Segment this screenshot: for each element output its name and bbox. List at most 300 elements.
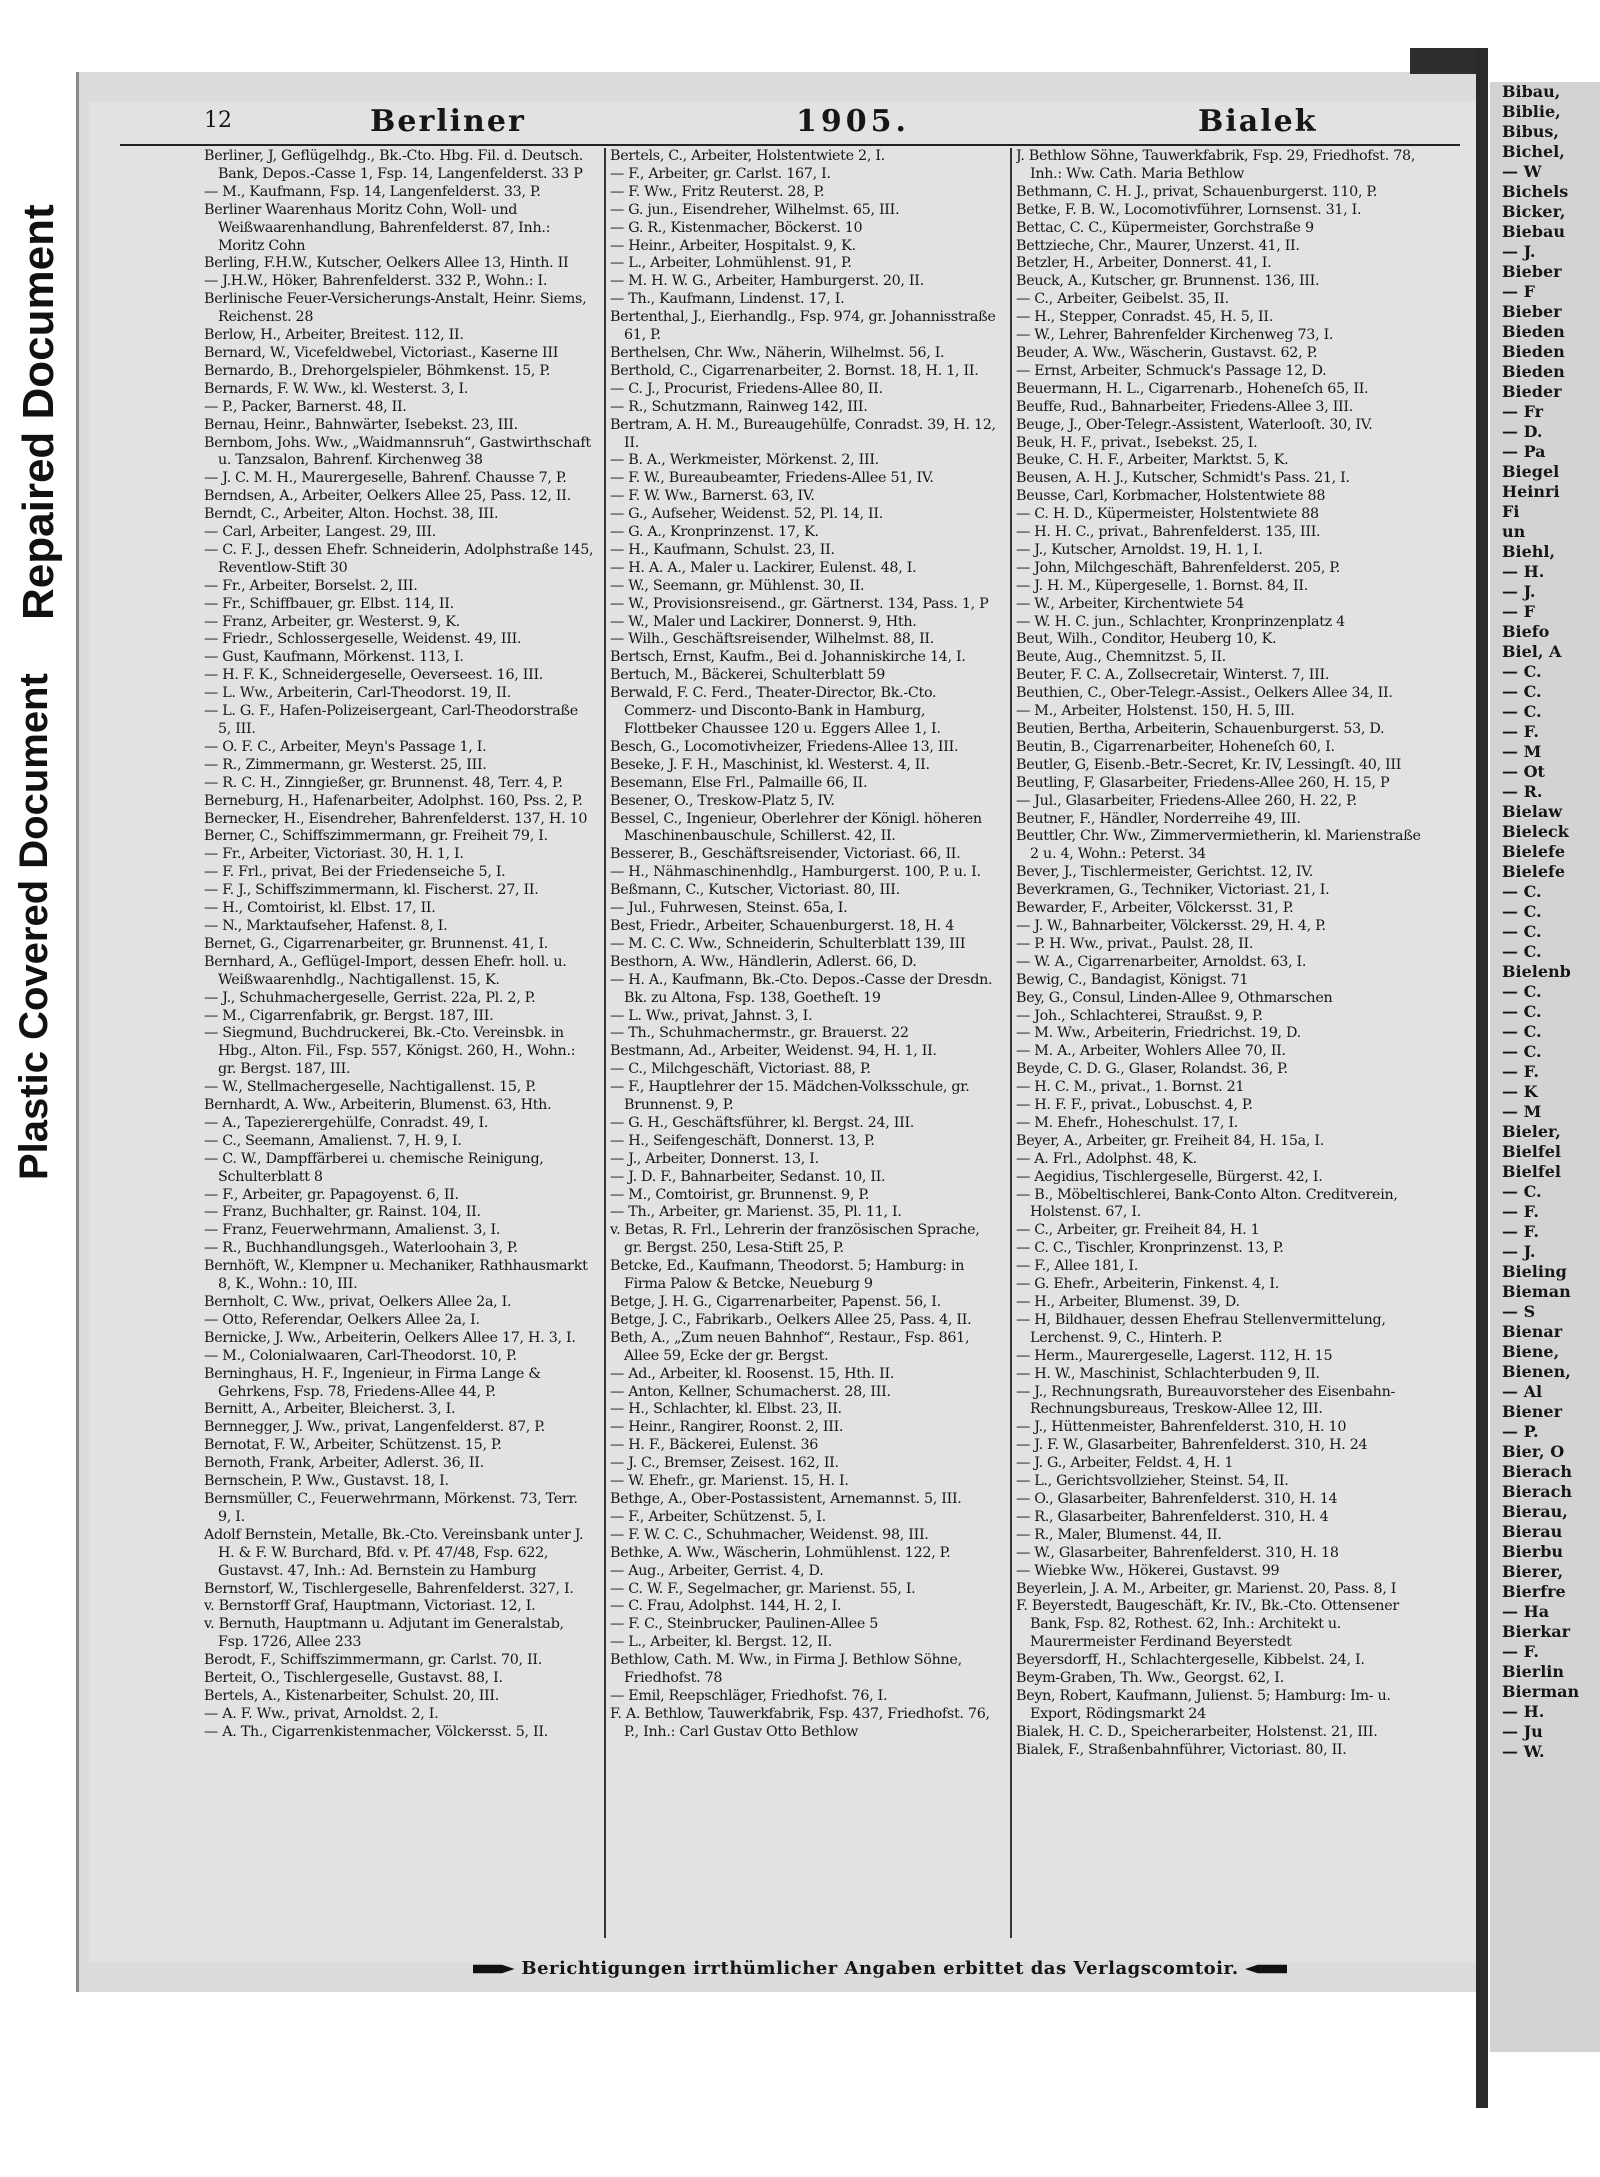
page-header bbox=[120, 104, 1460, 146]
directory-entry: Bernau, Heinr., Bahnwärter, Isebekst. 23, III. bbox=[204, 416, 518, 433]
directory-entry: Bettac, C. C., Küpermeister, Gorchstraße 9 bbox=[1016, 219, 1314, 236]
directory-entry: Bernschein, P. Ww., Gustavst. 18, I. bbox=[204, 1473, 449, 1490]
directory-entry: Berliner, J, Geflügelhdg., Bk.-Cto. Hbg. Fil. d. Deutsch. Bank, Depos.-Casse 1, Fsp. 14, Langenfelderst. 33 P bbox=[204, 148, 584, 182]
adjacent-page-fragment: — C. bbox=[1502, 922, 1542, 941]
adjacent-page-fragment: — C. bbox=[1502, 1042, 1542, 1061]
directory-entry: — N., Marktaufseher, Hafenst. 8, I. bbox=[204, 917, 448, 934]
adjacent-page-fragment: Bieling bbox=[1502, 1262, 1567, 1281]
directory-entry: — C. W. F., Segelmacher, gr. Marienst. 55, I. bbox=[610, 1580, 916, 1597]
adjacent-page-fragment: Bicker, bbox=[1502, 202, 1566, 221]
directory-entry: Beyerlein, J. A. M., Arbeiter, gr. Marienst. 20, Pass. 8, I bbox=[1016, 1580, 1397, 1597]
adjacent-page-fragment: — Al bbox=[1502, 1382, 1543, 1401]
adjacent-page-fragment: Bieler, bbox=[1502, 1122, 1561, 1141]
directory-entry: Bertels, A., Kistenarbeiter, Schulst. 20, III. bbox=[204, 1687, 500, 1704]
adjacent-page-fragment: — H. bbox=[1502, 1702, 1545, 1721]
directory-entry: — P., Packer, Barnerst. 48, II. bbox=[204, 398, 407, 415]
directory-entry: Bethke, A. Ww., Wäscherin, Lohmühlenst. 122, P. bbox=[610, 1544, 951, 1561]
directory-entry: — Th., Kaufmann, Lindenst. 17, I. bbox=[610, 291, 845, 308]
adjacent-page-fragment: — M bbox=[1502, 1102, 1542, 1121]
directory-entry: — M., Kaufmann, Fsp. 14, Langenfelderst. 33, P. bbox=[204, 183, 541, 200]
adjacent-page-fragment: Bielefe bbox=[1502, 862, 1566, 881]
directory-entry: Bertsch, Ernst, Kaufm., Bei d. Johanniskirche 14, I. bbox=[610, 649, 966, 666]
directory-entry: Bernards, F. W. Ww., kl. Westerst. 3, I. bbox=[204, 380, 469, 397]
adjacent-page-fragment: Bierau bbox=[1502, 1522, 1563, 1541]
directory-entry: — J. F. W., Glasarbeiter, Bahrenfelderst. 310, H. 24 bbox=[1016, 1437, 1368, 1454]
directory-entry: Berndsen, A., Arbeiter, Oelkers Allee 25, Pass. 12, II. bbox=[204, 488, 571, 505]
directory-entry: Bernstorf, W., Tischlergeselle, Bahrenfelderst. 327, I. bbox=[204, 1580, 574, 1597]
directory-entry: Beyersdorff, H., Schlachtergeselle, Kibbelst. 24, I. bbox=[1016, 1652, 1365, 1669]
directory-entry: — Siegmund, Buchdruckerei, Bk.-Cto. Vereinsbk. in Hbg., Alton. Fil., Fsp. 557, Königst. 260, H., Wohn.: gr. Bergst. 187, III. bbox=[204, 1025, 576, 1078]
directory-entry: — F. Ww., Fritz Reuterst. 28, P. bbox=[610, 183, 825, 200]
directory-entry: — Herm., Maurergeselle, Lagerst. 112, H. 15 bbox=[1016, 1347, 1333, 1364]
directory-entry: Beyde, C. D. G., Glaser, Rolandst. 36, P. bbox=[1016, 1061, 1288, 1078]
adjacent-page-fragment: Fi bbox=[1502, 502, 1520, 521]
directory-entry: — Th., Arbeiter, gr. Marienst. 35, Pl. 11, I. bbox=[610, 1204, 902, 1221]
adjacent-page-fragment: Biegel bbox=[1502, 462, 1560, 481]
adjacent-page-fragment: Bienen, bbox=[1502, 1362, 1571, 1381]
directory-entry: — F., Allee 181, I. bbox=[1016, 1258, 1138, 1275]
directory-entry: Berndt, C., Arbeiter, Alton. Hochst. 38, III. bbox=[204, 506, 499, 523]
directory-entry: — L. G. F., Hafen-Polizeisergeant, Carl-Theodorstraße 5, III. bbox=[204, 703, 578, 737]
directory-entry: — M. C. C. Ww., Schneiderin, Schulterblatt 139, III bbox=[610, 935, 966, 952]
directory-entry: Bernhard, A., Geflügel-Import, dessen Ehefr. holl. u. Weißwaarenhdlg., Nachtigallenst. 15, K. bbox=[204, 953, 567, 988]
directory-entry: — J. D. F., Bahnarbeiter, Sedanst. 10, II. bbox=[610, 1168, 886, 1185]
directory-entry: — H., Seifengeschäft, Donnerst. 13, P. bbox=[610, 1132, 875, 1149]
adjacent-page-fragment: Biefo bbox=[1502, 622, 1550, 641]
directory-entry: F. Beyerstedt, Baugeschäft, Kr. IV., Bk.-Cto. Ottensener Bank, Fsp. 82, Rothest. 62, Inh.: Architekt u. Maurermeister Ferdinand Beyerstedt bbox=[1016, 1598, 1399, 1651]
adjacent-page-fragment: Bierman bbox=[1502, 1682, 1580, 1701]
directory-entry: Beuge, J., Ober-Telegr.-Assistent, Waterlooſt. 30, IV. bbox=[1016, 416, 1373, 433]
directory-entry: — J., Kutscher, Arnoldst. 19, H. 1, I. bbox=[1016, 541, 1263, 558]
directory-entry: — F. J., Schiffszimmermann, kl. Fischerst. 27, II. bbox=[204, 882, 539, 899]
directory-entry: — H., Arbeiter, Blumenst. 39, D. bbox=[1016, 1294, 1240, 1310]
directory-entry: — John, Milchgeschäft, Bahrenfelderst. 205, P. bbox=[1016, 559, 1341, 576]
column-divider bbox=[604, 148, 606, 1938]
directory-entry: — H., Comtoirist, kl. Elbst. 17, II. bbox=[204, 900, 436, 917]
adjacent-page-fragment: — H. bbox=[1502, 562, 1545, 581]
adjacent-page-fragment: Bierbu bbox=[1502, 1542, 1564, 1561]
directory-entry: v. Bernuth, Hauptmann u. Adjutant im Generalstab, Fsp. 1726, Allee 233 bbox=[204, 1616, 564, 1651]
directory-entry: Bestmann, Ad., Arbeiter, Weidenst. 94, H. 1, II. bbox=[610, 1043, 937, 1060]
directory-entry: Berninghaus, H. F., Ingenieur, in Firma Lange & Gehrkens, Fsp. 78, Friedens-Allee 44, P. bbox=[204, 1365, 541, 1400]
header-last-name: Bialek bbox=[1198, 104, 1318, 139]
directory-entry: — H. F. F., privat., Lobuschst. 4, P. bbox=[1016, 1097, 1253, 1114]
directory-entry: — C. C., Tischler, Kronprinzenst. 13, P. bbox=[1016, 1240, 1284, 1257]
directory-entry: Berneburg, H., Hafenarbeiter, Adolphst. 160, Pss. 2, P. bbox=[204, 792, 583, 809]
adjacent-page-fragment: — Ha bbox=[1502, 1602, 1550, 1621]
directory-entry: — H. A. A., Maler u. Lackirer, Eulenst. 48, I. bbox=[610, 559, 917, 576]
directory-entry: — Th., Schuhmachermstr., gr. Brauerst. 22 bbox=[610, 1025, 909, 1042]
directory-entry: — F., Arbeiter, Schützenst. 5, I. bbox=[610, 1508, 826, 1525]
directory-entry: Beuthien, C., Ober-Telegr.-Assist., Oelkers Allee 34, II. bbox=[1016, 685, 1393, 702]
page-number: 12 bbox=[204, 108, 232, 133]
directory-entry: — Otto, Referendar, Oelkers Allee 2a, I. bbox=[204, 1311, 480, 1328]
adjacent-page-fragment: — C. bbox=[1502, 702, 1542, 721]
directory-entry: Bernard, W., Vicefeldwebel, Victoriast., Kaserne III bbox=[204, 344, 559, 361]
directory-entry: Beuder, A. Ww., Wäscherin, Gustavst. 62, P. bbox=[1016, 344, 1318, 361]
directory-entry: — M. H. W. G., Arbeiter, Hamburgerst. 20, II. bbox=[610, 273, 924, 290]
directory-entry: F. A. Bethlow, Tauwerkfabrik, Fsp. 437, Friedhofst. 76, P., Inh.: Carl Gustav Otto Bethlow bbox=[610, 1705, 990, 1740]
directory-entry: — L. Ww., privat, Jahnst. 3, I. bbox=[610, 1007, 813, 1024]
repaired-document-stamp: Repaired Document bbox=[14, 204, 63, 620]
adjacent-page-fragment: Bieman bbox=[1502, 1282, 1571, 1301]
adjacent-page-fragment: Bielfel bbox=[1502, 1142, 1561, 1161]
directory-entry: — Emil, Reepschläger, Friedhofst. 76, I. bbox=[610, 1687, 888, 1704]
directory-entry: Bertenthal, J., Eierhandlg., Fsp. 974, gr. Johannisstraße 61, P. bbox=[610, 309, 996, 344]
directory-entry: Bernecker, H., Eisendreher, Bahrenfelderst. 137, H. 10 bbox=[204, 810, 588, 827]
directory-entry: — W. Ehefr., gr. Marienst. 15, H. I. bbox=[610, 1473, 849, 1490]
directory-entry: Beverkramen, G., Techniker, Victoriast. 21, I. bbox=[1016, 882, 1330, 899]
directory-entry: — C. J., Procurist, Friedens-Allee 80, II. bbox=[610, 380, 883, 397]
directory-entry: — J., Hüttenmeister, Bahrenfelderst. 310, H. 10 bbox=[1016, 1419, 1347, 1436]
directory-entry: — B. A., Werkmeister, Mörkenst. 2, III. bbox=[610, 452, 879, 469]
directory-entry: Beuttler, Chr. Ww., Zimmervermietherin, kl. Marienstraße 2 u. 4, Wohn.: Peterst. 34 bbox=[1016, 828, 1421, 863]
directory-entry: Beutien, Bertha, Arbeiterin, Schauenburgerst. 53, D. bbox=[1016, 721, 1385, 737]
adjacent-page-fragment: — J. bbox=[1502, 582, 1536, 601]
adjacent-page-fragment: — C. bbox=[1502, 942, 1542, 961]
directory-entry: J. Bethlow Söhne, Tauwerkfabrik, Fsp. 29, Friedhofst. 78, Inh.: Ww. Cath. Maria Bethlow bbox=[1016, 148, 1416, 182]
directory-entry: — Aegidius, Tischlergeselle, Bürgerst. 42, I. bbox=[1016, 1168, 1323, 1185]
adjacent-page-fragment: un bbox=[1502, 522, 1526, 541]
adjacent-page-fragment: Bieber bbox=[1502, 262, 1562, 281]
directory-entry: — W., Provisionsreisend., gr. Gärtnerst. 134, Pass. 1, P bbox=[610, 595, 989, 612]
adjacent-page-fragment: Bieder bbox=[1502, 382, 1562, 401]
adjacent-page-fragment: — C. bbox=[1502, 662, 1542, 681]
directory-entry: Bernholt, C. Ww., privat, Oelkers Allee 2a, I. bbox=[204, 1294, 512, 1310]
directory-entry: — Fr., Arbeiter, Victoriast. 30, H. 1, I. bbox=[204, 846, 464, 863]
directory-entry: — M. A., Arbeiter, Wohlers Allee 70, II. bbox=[1016, 1043, 1286, 1060]
directory-entry: — J., Arbeiter, Donnerst. 13, I. bbox=[610, 1150, 819, 1167]
directory-entry: — C., Arbeiter, Geibelst. 35, II. bbox=[1016, 291, 1229, 308]
directory-entry: Beute, Aug., Chemnitzst. 5, II. bbox=[1016, 649, 1226, 666]
directory-entry: Bethmann, C. H. J., privat, Schauenburgerst. 110, P. bbox=[1016, 183, 1378, 200]
directory-entry: Bialek, H. C. D., Speicherarbeiter, Holstenst. 21, III. bbox=[1016, 1723, 1378, 1740]
directory-entry: — F. Frl., privat, Bei der Friedenseiche 5, I. bbox=[204, 864, 506, 881]
directory-entry: — Franz, Feuerwehrmann, Amalienst. 3, I. bbox=[204, 1222, 501, 1239]
directory-entry: — C. F. J., dessen Ehefr. Schneiderin, Adolphstraße 145, Reventlow-Stift 30 bbox=[204, 541, 594, 576]
directory-entry: — W., Arbeiter, Kirchentwiete 54 bbox=[1016, 595, 1244, 612]
adjacent-page-fragment: Bierlin bbox=[1502, 1662, 1564, 1681]
adjacent-page-fragment: — F bbox=[1502, 282, 1535, 301]
directory-entry: — L., Arbeiter, Lohmühlenst. 91, P. bbox=[610, 255, 852, 272]
adjacent-page-fragment: Bieden bbox=[1502, 322, 1565, 341]
adjacent-page-fragment: Biel, A bbox=[1502, 642, 1562, 661]
directory-entry: — A. Th., Cigarrenkistenmacher, Völckersst. 5, II. bbox=[204, 1723, 548, 1740]
directory-entry: — R., Schutzmann, Rainweg 142, III. bbox=[610, 398, 868, 415]
directory-entry: — F. C., Steinbrucker, Paulinen-Allee 5 bbox=[610, 1616, 879, 1633]
directory-entry: — J. C., Bremser, Zeisest. 162, II. bbox=[610, 1455, 839, 1472]
directory-entry: — W., Lehrer, Bahrenfelder Kirchenweg 73, I. bbox=[1016, 327, 1334, 344]
adjacent-page-fragment: Biehl, bbox=[1502, 542, 1556, 561]
directory-entry: Beut, Wilh., Conditor, Heuberg 10, K. bbox=[1016, 631, 1277, 648]
directory-entry: — J. C. M. H., Maurergeselle, Bahrenf. Chausse 7, P. bbox=[204, 470, 567, 487]
directory-entry: — H., Kaufmann, Schulst. 23, II. bbox=[610, 541, 835, 558]
directory-entry: — Jul., Glasarbeiter, Friedens-Allee 260, H. 22, P. bbox=[1016, 792, 1357, 809]
directory-entry: Bever, J., Tischlermeister, Gerichtst. 12, IV. bbox=[1016, 864, 1314, 881]
directory-entry: Berliner Waarenhaus Moritz Cohn, Woll- und Weißwaarenhandlung, Bahrenfelderst. 87, Inh.: Moritz Cohn bbox=[204, 201, 551, 254]
directory-entry: — G. R., Kistenmacher, Böckerst. 10 bbox=[610, 219, 863, 236]
directory-entry: Best, Friedr., Arbeiter, Schauenburgerst. 18, H. 4 bbox=[610, 917, 955, 934]
directory-entry: — J., Schuhmachergeselle, Gerrist. 22a, Pl. 2, P. bbox=[204, 989, 536, 1006]
directory-entry: — F. W. C. C., Schuhmacher, Weidenst. 98, III. bbox=[610, 1526, 929, 1543]
directory-entry: Beuck, A., Kutscher, gr. Brunnenst. 136, III. bbox=[1016, 273, 1320, 290]
directory-entry: — C., Milchgeschäft, Victoriast. 88, P. bbox=[610, 1061, 871, 1078]
directory-entry: Bialek, F., Straßenbahnführer, Victoriast. 80, II. bbox=[1016, 1741, 1347, 1758]
adjacent-page-fragment: — J. bbox=[1502, 242, 1536, 261]
directory-entry: — C. Frau, Adolphst. 144, H. 2, I. bbox=[610, 1598, 842, 1615]
directory-entry: — M., Comtoirist, gr. Brunnenst. 9, P. bbox=[610, 1186, 870, 1203]
adjacent-page-fragment: — P. bbox=[1502, 1422, 1539, 1441]
column-divider bbox=[1010, 148, 1012, 1938]
adjacent-page-fragment: — F. bbox=[1502, 1062, 1539, 1081]
directory-entry: — Friedr., Schlossergeselle, Weidenst. 49, III. bbox=[204, 631, 522, 648]
directory-entry: — Franz, Buchhalter, gr. Rainst. 104, II. bbox=[204, 1204, 481, 1221]
directory-entry: Betge, J. H. G., Cigarrenarbeiter, Papenst. 56, I. bbox=[610, 1294, 941, 1310]
directory-entry: — H. A., Kaufmann, Bk.-Cto. Depos.-Casse der Dresdn. Bk. zu Altona, Fsp. 138, Goetheſt. 19 bbox=[610, 971, 993, 1006]
directory-entry: Bey, G., Consul, Linden-Allee 9, Othmarschen bbox=[1016, 989, 1333, 1006]
directory-entry: Beseke, J. F. H., Maschinist, kl. Westerst. 4, II. bbox=[610, 756, 930, 773]
directory-entry: Beym-Graben, Th. Ww., Georgst. 62, I. bbox=[1016, 1670, 1284, 1687]
adjacent-page-fragment: Bielaw bbox=[1502, 802, 1562, 821]
directory-entry: — C., Arbeiter, gr. Freiheit 84, H. 1 bbox=[1016, 1222, 1260, 1239]
adjacent-page-fragment: — C. bbox=[1502, 902, 1542, 921]
directory-entry: — F. W., Bureaubeamter, Friedens-Allee 51, IV. bbox=[610, 470, 934, 487]
directory-entry: Besserer, B., Geschäftsreisender, Victoriast. 66, II. bbox=[610, 846, 961, 863]
adjacent-page-fragment: Bierfre bbox=[1502, 1582, 1566, 1601]
directory-entry: — R., Glasarbeiter, Bahrenfelderst. 310, H. 4 bbox=[1016, 1508, 1329, 1525]
directory-entry: Bernnegger, J. Ww., privat, Langenfelderst. 87, P. bbox=[204, 1419, 545, 1436]
adjacent-page-fragment: — W bbox=[1502, 162, 1542, 181]
directory-entry: Betke, F. B. W., Locomotivführer, Lornsenst. 31, I. bbox=[1016, 201, 1362, 218]
directory-entry: Bernitt, A., Arbeiter, Bleicherst. 3, I. bbox=[204, 1401, 456, 1418]
footer-note bbox=[430, 1958, 1330, 1979]
directory-entry: — L., Gerichtsvollzieher, Steinst. 54, II. bbox=[1016, 1473, 1289, 1490]
adjacent-page-fragment: Biene, bbox=[1502, 1342, 1560, 1361]
adjacent-page-fragment: Biener bbox=[1502, 1402, 1563, 1421]
adjacent-page-fragment: Bierer, bbox=[1502, 1562, 1564, 1581]
directory-entry: Bernhöft, W., Klempner u. Mechaniker, Rathhausmarkt 8, K., Wohn.: 10, III. bbox=[204, 1258, 588, 1293]
adjacent-page-fragment: Bibus, bbox=[1502, 122, 1559, 141]
directory-entry: Bernotat, F. W., Arbeiter, Schützenst. 15, P. bbox=[204, 1437, 502, 1454]
adjacent-page-fragment: Bielfel bbox=[1502, 1162, 1561, 1181]
directory-entry: — H., Nähmaschinenhdlg., Hamburgerst. 100, P. u. I. bbox=[610, 864, 981, 881]
directory-entry: — F., Arbeiter, gr. Papagoyenst. 6, II. bbox=[204, 1186, 459, 1203]
directory-entry: — Wilh., Geschäftsreisender, Wilhelmst. 88, II. bbox=[610, 631, 935, 648]
directory-entry: — L. Ww., Arbeiterin, Carl-Theodorst. 19, II. bbox=[204, 685, 511, 702]
directory-entry: — Fr., Arbeiter, Borselst. 2, III. bbox=[204, 577, 418, 594]
directory-entry: — G. jun., Eisendreher, Wilhelmst. 65, III. bbox=[610, 201, 900, 218]
adjacent-page-fragment: Biblie, bbox=[1502, 102, 1561, 121]
directory-columns bbox=[204, 148, 1444, 1968]
directory-entry: — Wiebke Ww., Hökerei, Gustavst. 99 bbox=[1016, 1562, 1280, 1579]
directory-entry: — Anton, Kellner, Schumacherst. 28, III. bbox=[610, 1383, 891, 1400]
directory-entry: — F., Arbeiter, gr. Carlst. 167, I. bbox=[610, 165, 831, 182]
footer-text: Berichtigungen irrthümlicher Angaben erbittet das Verlagscomtoir. bbox=[521, 1958, 1239, 1979]
directory-entry: Betge, J. C., Fabrikarb., Oelkers Allee 25, Pass. 4, II. bbox=[610, 1311, 972, 1328]
pointing-hand-icon bbox=[473, 1962, 515, 1976]
directory-entry: — G. H., Geschäftsführer, kl. Bergst. 24, III. bbox=[610, 1114, 915, 1131]
adjacent-page-fragment: Bichel, bbox=[1502, 142, 1565, 161]
directory-entry: — L., Arbeiter, kl. Bergst. 12, II. bbox=[610, 1634, 832, 1651]
directory-entry: Bernoth, Frank, Arbeiter, Adlerst. 36, II. bbox=[204, 1455, 484, 1472]
directory-entry: — F. W. Ww., Barnerst. 63, IV. bbox=[610, 488, 815, 505]
directory-entry: — W., Maler und Lackirer, Donnerst. 9, Hth. bbox=[610, 613, 917, 630]
directory-entry: Beusen, A. H. J., Kutscher, Schmidt's Pass. 21, I. bbox=[1016, 470, 1350, 487]
directory-entry: Beyn, Robert, Kaufmann, Julienst. 5; Hamburg: Im- u. Export, Rödingsmarkt 24 bbox=[1016, 1687, 1391, 1722]
directory-entry: — J. W., Bahnarbeiter, Völckersst. 29, H. 4, P. bbox=[1016, 917, 1326, 934]
directory-entry: — R., Maler, Blumenst. 44, II. bbox=[1016, 1526, 1222, 1543]
adjacent-page-fragment: — C. bbox=[1502, 1022, 1542, 1041]
directory-entry: — Gust, Kaufmann, Mörkenst. 113, I. bbox=[204, 649, 464, 666]
adjacent-page-fragment: — Ot bbox=[1502, 762, 1545, 781]
directory-entry: Berthelsen, Chr. Ww., Näherin, Wilhelmst. 56, I. bbox=[610, 344, 945, 361]
directory-entry: Bessel, C., Ingenieur, Oberlehrer der Königl. höheren Maschinenbauschule, Schillerst. 42, II. bbox=[610, 810, 982, 845]
directory-entry: Beßmann, C., Kutscher, Victoriast. 80, III. bbox=[610, 882, 900, 899]
adjacent-page-fragment: — Ju bbox=[1502, 1722, 1543, 1741]
directory-entry: Bertuch, M., Bäckerei, Schulterblatt 59 bbox=[610, 667, 886, 684]
directory-entry: — C. H. D., Küpermeister, Holstentwiete 88 bbox=[1016, 506, 1319, 523]
directory-entry: — J.H.W., Höker, Bahrenfelderst. 332 P., Wohn.: I. bbox=[204, 273, 548, 290]
directory-entry: — A. F. Ww., privat, Arnoldst. 2, I. bbox=[204, 1705, 439, 1722]
adjacent-page-fragment: Bierach bbox=[1502, 1482, 1572, 1501]
adjacent-page-fragment: — Fr bbox=[1502, 402, 1544, 421]
adjacent-page-fragment: — F. bbox=[1502, 1642, 1539, 1661]
stamp-strip bbox=[0, 0, 72, 1200]
directory-entry: Betcke, Ed., Kaufmann, Theodorst. 5; Hamburg: in Firma Palow & Betcke, Neueburg 9 bbox=[610, 1258, 965, 1293]
directory-entry: Besch, G., Locomotivheizer, Friedens-Allee 13, III. bbox=[610, 738, 959, 755]
directory-entry: Bertels, C., Arbeiter, Holstentwiete 2, I. bbox=[610, 148, 885, 164]
adjacent-page-fragment: — W. bbox=[1502, 1742, 1545, 1761]
directory-entry: — Carl, Arbeiter, Langest. 29, III. bbox=[204, 524, 436, 541]
directory-entry: — H., Stepper, Conradst. 45, H. 5, II. bbox=[1016, 309, 1273, 326]
directory-entry: — G. A., Kronprinzenst. 17, K. bbox=[610, 524, 819, 541]
directory-entry: Bettzieche, Chr., Maurer, Unzerst. 41, II. bbox=[1016, 237, 1300, 254]
header-first-name: Berliner bbox=[370, 104, 526, 139]
directory-entry: Bernbom, Johs. Ww., „Waidmannsruh“, Gastwirthschaft u. Tanzsalon, Bahrenf. Kirchenweg 38 bbox=[204, 434, 591, 469]
adjacent-page-fragment: — J. bbox=[1502, 1242, 1536, 1261]
adjacent-page-fragment: — C. bbox=[1502, 882, 1542, 901]
directory-entry: Beuk, H. F., privat., Isebekst. 25, I. bbox=[1016, 434, 1258, 451]
binding-top bbox=[1410, 48, 1480, 74]
directory-entry: Beth, A., „Zum neuen Bahnhof“, Restaur., Fsp. 861, Allee 59, Ecke der gr. Bergst. bbox=[610, 1329, 970, 1364]
directory-entry: Berthold, C., Cigarrenarbeiter, 2. Bornst. 18, H. 1, II. bbox=[610, 362, 979, 379]
directory-entry: Beutner, F., Händler, Norderreihe 49, III. bbox=[1016, 810, 1301, 827]
adjacent-page-fragment: — C. bbox=[1502, 682, 1542, 701]
directory-entry: — R., Buchhandlungsgeh., Waterloohain 3, P. bbox=[204, 1240, 518, 1257]
adjacent-page-fragment: — K bbox=[1502, 1082, 1538, 1101]
directory-entry: v. Bernstorff Graf, Hauptmann, Victoriast. 12, I. bbox=[204, 1598, 536, 1615]
adjacent-page-fragment: Bielefe bbox=[1502, 842, 1566, 861]
adjacent-page-fragment: Bienar bbox=[1502, 1322, 1563, 1341]
directory-entry: — Jul., Fuhrwesen, Steinst. 65a, I. bbox=[610, 900, 848, 917]
adjacent-page-fragment: Bieleck bbox=[1502, 822, 1569, 841]
directory-entry: — H. W., Maschinist, Schlachterbuden 9, II. bbox=[1016, 1365, 1320, 1382]
directory-entry: Beutler, G, Eisenb.-Betr.-Secret, Kr. IV, Lessingſt. 40, III bbox=[1016, 756, 1402, 773]
directory-entry: — A., Tapezierergehülfe, Conradst. 49, I. bbox=[204, 1114, 489, 1131]
adjacent-page-fragment: Heinri bbox=[1502, 482, 1560, 501]
directory-entry: — R. C. H., Zinngießer, gr. Brunnenst. 48, Terr. 4, P. bbox=[204, 774, 563, 791]
directory-entry: Bernardo, B., Drehorgelspieler, Böhmkenst. 15, P. bbox=[204, 362, 551, 379]
directory-entry: — Ad., Arbeiter, kl. Roosenst. 15, Hth. II. bbox=[610, 1365, 895, 1382]
directory-entry: Berwald, F. C. Ferd., Theater-Director, Bk.-Cto. Commerz- und Disconto-Bank in Hamburg, Flottbeker Chaussee 120 u. Eggers Allee 1, I. bbox=[610, 685, 941, 737]
directory-entry: — Ernst, Arbeiter, Schmuck's Passage 12, D. bbox=[1016, 362, 1327, 379]
directory-entry: — M. Ww., Arbeiterin, Friedrichst. 19, D. bbox=[1016, 1025, 1301, 1042]
adjacent-page-fragment: — D. bbox=[1502, 422, 1543, 441]
directory-entry: Besener, O., Treskow-Platz 5, IV. bbox=[610, 792, 835, 809]
directory-entry: — Heinr., Arbeiter, Hospitalst. 9, K. bbox=[610, 237, 856, 254]
directory-entry: Bethlow, Cath. M. Ww., in Firma J. Bethlow Söhne, Friedhofst. 78 bbox=[610, 1652, 962, 1687]
directory-entry: — G. Ehefr., Arbeiterin, Finkenst. 4, I. bbox=[1016, 1276, 1279, 1293]
directory-entry: Bewig, C., Bandagist, Königst. 71 bbox=[1016, 971, 1249, 988]
directory-entry: — Joh., Schlachterei, Straußst. 9, P. bbox=[1016, 1007, 1263, 1024]
directory-entry: Bernicke, J. Ww., Arbeiterin, Oelkers Allee 17, H. 3, I. bbox=[204, 1329, 576, 1346]
directory-entry: Beyer, A., Arbeiter, gr. Freiheit 84, H. 15a, I. bbox=[1016, 1132, 1324, 1149]
adjacent-page-fragment: — C. bbox=[1502, 1002, 1542, 1021]
adjacent-page-fragment: Bierach bbox=[1502, 1462, 1572, 1481]
directory-entry: Berteit, O., Tischlergeselle, Gustavst. 88, I. bbox=[204, 1670, 503, 1687]
directory-entry: Berling, F.H.W., Kutscher, Oelkers Allee 13, Hinth. II bbox=[204, 255, 569, 272]
directory-entry: — O. F. C., Arbeiter, Meyn's Passage 1, I. bbox=[204, 738, 487, 755]
directory-entry: Beuffe, Rud., Bahnarbeiter, Friedens-Allee 3, III. bbox=[1016, 398, 1353, 415]
adjacent-page-fragment: — M bbox=[1502, 742, 1542, 761]
adjacent-page-fragment: Biebau bbox=[1502, 222, 1565, 241]
directory-entry: v. Betas, R. Frl., Lehrerin der französischen Sprache, gr. Bergst. 250, Lesa-Stift 25, P. bbox=[610, 1222, 980, 1257]
directory-entry: — B., Möbeltischlerei, Bank-Conto Alton. Creditverein, Holstenst. 67, I. bbox=[1016, 1186, 1398, 1221]
directory-entry: — Aug., Arbeiter, Gerrist. 4, D. bbox=[610, 1562, 824, 1579]
adjacent-page-fragment: — S bbox=[1502, 1302, 1536, 1321]
directory-entry: — C. W., Dampffärberei u. chemische Reinigung, Schulterblatt 8 bbox=[204, 1150, 544, 1185]
adjacent-page-fragment: — C. bbox=[1502, 982, 1542, 1001]
adjacent-page-fragment: Bieber bbox=[1502, 302, 1562, 321]
directory-entry: — Franz, Arbeiter, gr. Westerst. 9, K. bbox=[204, 613, 460, 630]
directory-entry: Berodt, F., Schiffszimmermann, gr. Carlst. 70, II. bbox=[204, 1652, 542, 1669]
directory-entry: Bertram, A. H. M., Bureaugehülfe, Conradst. 39, H. 12, II. bbox=[610, 416, 996, 451]
directory-entry: — H. F., Bäckerei, Eulenst. 36 bbox=[610, 1437, 819, 1454]
adjacent-page-fragment: Bibau, bbox=[1502, 82, 1561, 101]
directory-entry: — H., Schlachter, kl. Elbst. 23, II. bbox=[610, 1401, 842, 1418]
adjacent-page-fragment: Bielenb bbox=[1502, 962, 1571, 981]
book-spine bbox=[1476, 48, 1488, 2108]
directory-entry: Bernsmüller, C., Feuerwehrmann, Mörkenst. 73, Terr. 9, I. bbox=[204, 1490, 578, 1525]
directory-entry: Bernet, G., Cigarrenarbeiter, gr. Brunnenst. 41, I. bbox=[204, 935, 548, 952]
directory-entry: Berner, C., Schiffszimmermann, gr. Freiheit 79, I. bbox=[204, 828, 548, 845]
pointing-hand-icon bbox=[1245, 1962, 1287, 1976]
directory-entry: — M. Ehefr., Hoheschulst. 17, I. bbox=[1016, 1114, 1238, 1131]
directory-entry: — H, Bildhauer, dessen Ehefrau Stellenvermittelung, Lerchenst. 9, C., Hinterh. P. bbox=[1016, 1311, 1386, 1346]
adjacent-page-fragment: — Pa bbox=[1502, 442, 1546, 461]
directory-entry: — Fr., Schiffbauer, gr. Elbst. 114, II. bbox=[204, 595, 454, 612]
column-1 bbox=[204, 148, 594, 1968]
directory-entry: — J., Rechnungsrath, Bureauvorsteher des Eisenbahn-Rechnungsbureaus, Treskow-Allee 12, III. bbox=[1016, 1383, 1396, 1418]
directory-entry: — M., Arbeiter, Holstenst. 150, H. 5, III. bbox=[1016, 703, 1295, 720]
directory-entry: Berlinische Feuer-Versicherungs-Anstalt, Heinr. Siems, Reichenst. 28 bbox=[204, 291, 587, 326]
plastic-covered-stamp: Plastic Covered Document bbox=[12, 673, 56, 1180]
directory-entry: Berlow, H., Arbeiter, Breitest. 112, II. bbox=[204, 327, 464, 344]
directory-entry: Beuke, C. H. F., Arbeiter, Marktst. 5, K. bbox=[1016, 452, 1289, 469]
adjacent-page-fragment: — R. bbox=[1502, 782, 1543, 801]
directory-entry: — H. H. C., privat., Bahrenfelderst. 135, III. bbox=[1016, 524, 1321, 541]
directory-entry: Betzler, H., Arbeiter, Donnerst. 41, I. bbox=[1016, 255, 1272, 272]
directory-entry: Adolf Bernstein, Metalle, Bk.-Cto. Vereinsbank unter J. H. & F. W. Burchard, Bfd. v. Pf. 47/48, Fsp. 622, Gustavst. 47, Inh.: Ad. Bernstein zu Hamburg bbox=[204, 1526, 584, 1579]
adjacent-page-edge bbox=[1490, 82, 1600, 2052]
directory-entry: Bethge, A., Ober-Postassistent, Arnemannst. 5, III. bbox=[610, 1490, 962, 1507]
directory-entry: Beusse, Carl, Korbmacher, Holstentwiete 88 bbox=[1016, 488, 1326, 505]
directory-entry: — F., Hauptlehrer der 15. Mädchen-Volksschule, gr. Brunnenst. 9, P. bbox=[610, 1079, 970, 1114]
adjacent-page-fragment: Bierau, bbox=[1502, 1502, 1568, 1521]
adjacent-page-fragment: — F. bbox=[1502, 1202, 1539, 1221]
directory-entry: — W. A., Cigarrenarbeiter, Arnoldst. 63, I. bbox=[1016, 953, 1307, 970]
column-3 bbox=[1016, 148, 1426, 1968]
